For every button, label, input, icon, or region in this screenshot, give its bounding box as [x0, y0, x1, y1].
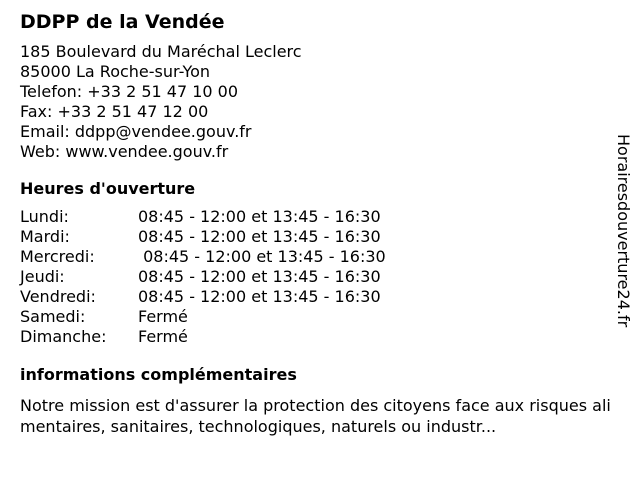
time-value: 08:45 - 12:00 et 13:45 - 16:30 [138, 267, 381, 286]
time-value: 08:45 - 12:00 et 13:45 - 16:30 [138, 227, 381, 246]
business-card [20, 10, 610, 437]
hours-row-sunday [20, 327, 610, 347]
address-block [20, 42, 610, 162]
hours-row-monday [20, 207, 610, 227]
city-postcode: 85000 La Roche-sur-Yon [20, 62, 211, 81]
time-value: Fermé [138, 327, 188, 346]
time-value: 08:45 - 12:00 et 13:45 - 16:30 [138, 247, 386, 266]
additional-info-text: Notre mission est d'assurer la protection des citoyens face aux risques alimentaires, sanitaires, technologiques, naturels ou industr... [20, 396, 611, 436]
street-address: 185 Boulevard du Maréchal Leclerc [20, 42, 302, 61]
time-value: Fermé [138, 307, 188, 326]
email-address: Email: ddpp@vendee.gouv.fr [20, 122, 252, 141]
website-address: Web: www.vendee.gouv.fr [20, 142, 229, 161]
additional-info-heading: informations complémentaires [20, 365, 297, 384]
page-title: DDPP de la Vendée [20, 11, 225, 33]
day-label: Vendredi: [20, 287, 96, 306]
hours-row-saturday [20, 307, 610, 327]
fax-number: Fax: +33 2 51 47 12 00 [20, 102, 209, 121]
day-label: Lundi: [20, 207, 69, 226]
opening-hours-table [20, 207, 610, 347]
time-value: 08:45 - 12:00 et 13:45 - 16:30 [138, 287, 381, 306]
opening-hours-heading: Heures d'ouverture [20, 179, 196, 198]
phone-number: Telefon: +33 2 51 47 10 00 [20, 82, 239, 101]
hours-row-wednesday [20, 247, 610, 267]
day-label: Dimanche: [20, 327, 107, 346]
hours-row-friday [20, 287, 610, 307]
hours-row-tuesday [20, 227, 610, 247]
site-watermark: Horairesdouverture24.fr [614, 134, 633, 328]
day-label: Mardi: [20, 227, 70, 246]
time-value: 08:45 - 12:00 et 13:45 - 16:30 [138, 207, 381, 226]
day-label: Jeudi: [20, 267, 65, 286]
day-label: Samedi: [20, 307, 86, 326]
hours-row-thursday [20, 267, 610, 287]
day-label: Mercredi: [20, 247, 95, 266]
